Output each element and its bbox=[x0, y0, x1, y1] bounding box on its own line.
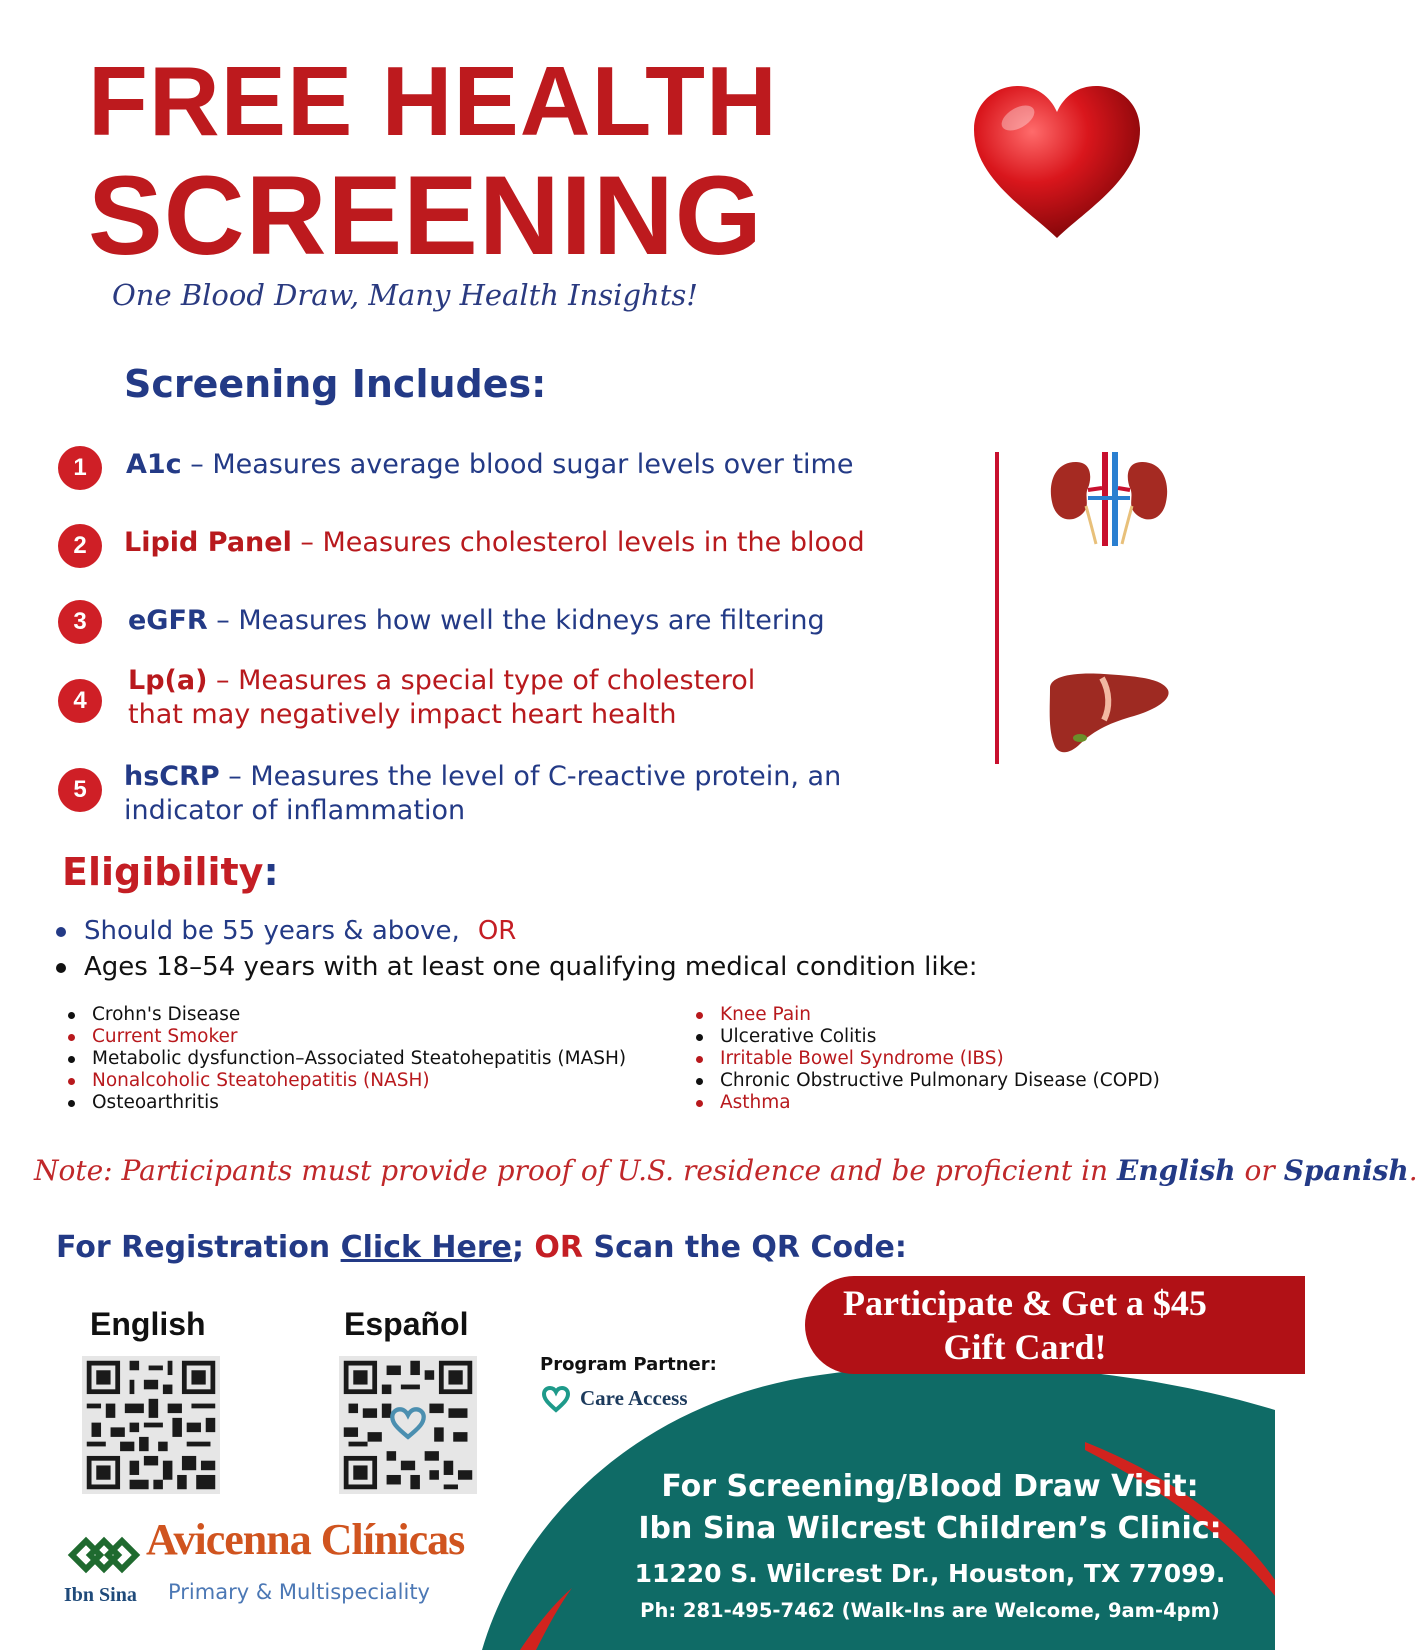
condition-item: Knee Pain bbox=[696, 1004, 1160, 1026]
condition-item: Current Smoker bbox=[68, 1026, 626, 1048]
bullet-text: Should be 55 years & above, bbox=[84, 916, 460, 946]
visit-line-1: For Screening/Blood Draw Visit: bbox=[661, 1469, 1199, 1504]
item-desc: – Measures how well the kidneys are filtering bbox=[207, 605, 825, 636]
tagline: One Blood Draw, Many Health Insights! bbox=[112, 278, 698, 312]
condition-item: Osteoarthritis bbox=[68, 1092, 626, 1114]
gift-line-1: Participate & Get a $45 bbox=[843, 1283, 1207, 1323]
click-here-link[interactable]: Click Here bbox=[340, 1230, 512, 1265]
logo-ibn-sina: Ibn Sina bbox=[64, 1584, 137, 1606]
gift-card-banner bbox=[805, 1276, 1305, 1374]
condition-item: Nonalcoholic Steatohepatitis (NASH) bbox=[68, 1070, 626, 1092]
item-desc-line2: indicator of inflammation bbox=[124, 795, 466, 826]
condition-item: Metabolic dysfunction–Associated Steatohepatitis (MASH) bbox=[68, 1048, 626, 1070]
program-partner-name: Care Access bbox=[580, 1386, 688, 1410]
item-desc-line2: that may negatively impact heart health bbox=[128, 699, 677, 730]
visit-line-2: Ibn Sina Wilcrest Children’s Clinic: bbox=[638, 1511, 1222, 1546]
note-english: English bbox=[1116, 1154, 1236, 1187]
item-name: eGFR bbox=[128, 605, 208, 636]
eligibility-heading-colon: : bbox=[263, 850, 279, 894]
note-prefix: Note: Participants must provide proof of U.S. residence and be proficient in bbox=[34, 1154, 1117, 1187]
note-suffix: . bbox=[1408, 1154, 1418, 1187]
registration-semicolon: ; bbox=[511, 1230, 535, 1265]
visit-info bbox=[600, 1466, 1260, 1624]
visit-phone: Ph: 281-495-7462 (Walk-Ins are Welcome, 9am-4pm) bbox=[640, 1599, 1220, 1622]
title-line-1: FREE HEALTH bbox=[88, 46, 778, 156]
item-desc: – Measures cholesterol levels in the blood bbox=[291, 527, 865, 558]
title-line-2: SCREENING bbox=[88, 153, 763, 278]
number-badge-4: 4 bbox=[58, 679, 102, 723]
registration-or: OR bbox=[534, 1230, 584, 1265]
program-partner-label: Program Partner: bbox=[540, 1354, 717, 1375]
item-desc: – Measures a special type of cholesterol bbox=[207, 665, 756, 696]
condition-item: Chronic Obstructive Pulmonary Disease (COPD) bbox=[696, 1070, 1160, 1092]
item-name: hsCRP bbox=[124, 761, 220, 792]
note-or: or bbox=[1235, 1154, 1284, 1187]
condition-item: Asthma bbox=[696, 1092, 1160, 1114]
bullet-or: OR bbox=[477, 916, 517, 946]
registration-prefix: For Registration bbox=[56, 1230, 341, 1265]
condition-item: Ulcerative Colitis bbox=[696, 1026, 1160, 1048]
logo-subtitle: Primary & Multispeciality bbox=[168, 1580, 430, 1604]
condition-item: Crohn's Disease bbox=[68, 1004, 626, 1026]
logo-avicenna-clinicas: Avicenna Clínicas bbox=[146, 1515, 465, 1564]
qr-label-english: English bbox=[90, 1306, 206, 1342]
number-badge-2: 2 bbox=[58, 524, 102, 568]
number-badge-3: 3 bbox=[58, 600, 102, 644]
ibn-sina-logo-icon bbox=[66, 1530, 142, 1580]
item-name: Lp(a) bbox=[128, 665, 208, 696]
item-desc: – Measures average blood sugar levels over time bbox=[181, 449, 854, 480]
visit-address: 11220 S. Wilcrest Dr., Houston, TX 77099. bbox=[634, 1559, 1226, 1588]
condition-item: Irritable Bowel Syndrome (IBS) bbox=[696, 1048, 1160, 1070]
item-name: A1c bbox=[126, 449, 182, 480]
registration-suffix: Scan the QR Code: bbox=[583, 1230, 907, 1265]
number-badge-5: 5 bbox=[58, 768, 102, 812]
gift-line-2: Gift Card! bbox=[943, 1327, 1107, 1367]
qr-label-spanish: Español bbox=[344, 1306, 469, 1342]
item-desc: – Measures the level of C-reactive protein, an bbox=[219, 761, 842, 792]
eligibility-heading-text: Eligibility bbox=[62, 850, 264, 894]
number-badge-1: 1 bbox=[58, 446, 102, 490]
note-spanish: Spanish bbox=[1283, 1154, 1409, 1187]
includes-heading: Screening Includes: bbox=[124, 362, 547, 406]
bullet-text: Ages 18–54 years with at least one qualifying medical condition like: bbox=[84, 952, 978, 982]
item-name: Lipid Panel bbox=[124, 527, 292, 558]
